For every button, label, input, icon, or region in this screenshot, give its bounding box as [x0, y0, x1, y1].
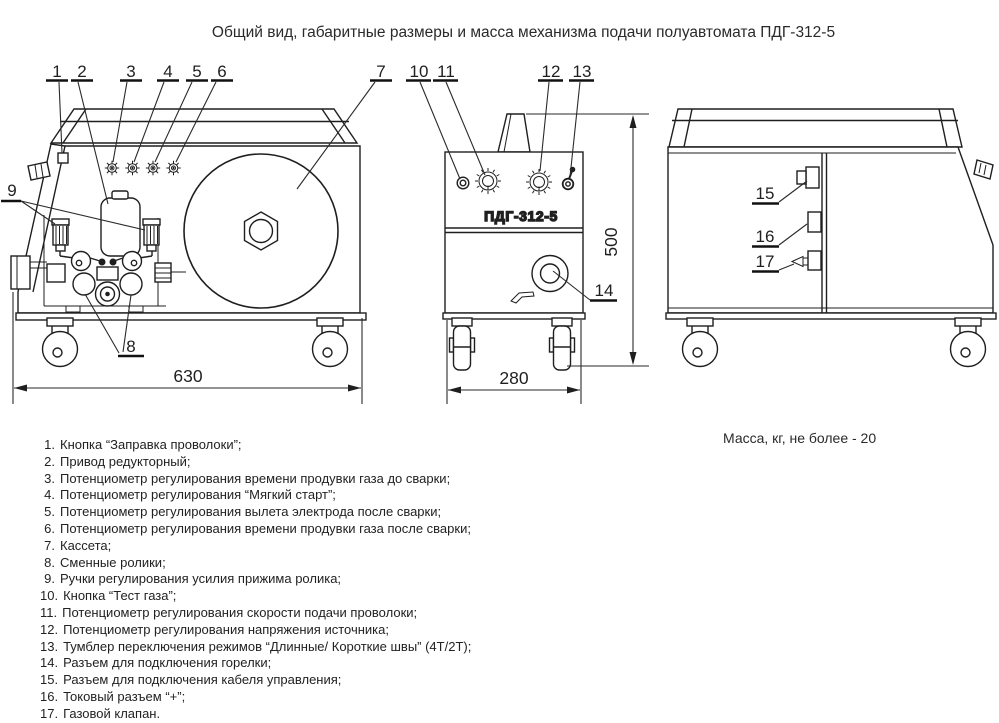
legend-item-number: 17. [40, 705, 59, 721]
pot-gas-before-icon [105, 161, 119, 175]
legend-item-number: 14. [40, 655, 59, 671]
dim-500-label: 500 [601, 227, 621, 257]
side-view-body [668, 147, 993, 313]
caster-wheel [951, 318, 986, 367]
pot-gas-after-icon [166, 161, 180, 175]
legend-item-number: 11. [40, 604, 58, 620]
callout-1: 1 [52, 62, 62, 81]
left-view [11, 109, 366, 367]
callout-3: 3 [126, 62, 136, 81]
side-view [666, 109, 996, 367]
legend-item-text: Разъем для подключения горелки; [63, 655, 272, 671]
side-view-base [666, 313, 996, 319]
side-view-handle [669, 109, 962, 147]
callout-8: 8 [126, 337, 136, 356]
callout-16: 16 [755, 227, 775, 246]
panel-model-label: ПДГ-312-5 [484, 208, 558, 224]
legend-item-number: 9. [44, 571, 55, 587]
gas-test-button [457, 177, 469, 189]
callout-15: 15 [755, 184, 775, 203]
legend-item-number: 1. [44, 437, 55, 452]
legend-item-number: 15. [40, 672, 59, 688]
legend-list [40, 437, 471, 723]
legend-item-number: 10. [40, 588, 59, 604]
caster-wheel [550, 318, 575, 370]
dim-280-label: 280 [499, 368, 529, 388]
legend-item-text: Потенциометр регулирования времени продувки газа после сварки; [60, 520, 471, 536]
page-title: Общий вид, габаритные размеры и масса механизма подачи полуавтомата ПДГ-312-5 [211, 24, 836, 41]
legend-item-text: Кнопка “Заправка проволоки”; [60, 437, 242, 452]
legend-item-11 [40, 605, 471, 622]
legend-item-1 [40, 437, 471, 454]
legend-item-15 [40, 672, 471, 689]
dim-630-label: 630 [173, 366, 203, 386]
legend-item-14 [40, 655, 471, 672]
legend-item-12 [40, 622, 471, 639]
legend-item-text: Сменные ролики; [60, 554, 166, 570]
caster-wheel [43, 318, 78, 367]
caster-wheel [313, 318, 348, 367]
callout-7: 7 [376, 62, 386, 81]
legend-item-text: Потенциометр регулирования времени продувки газа до сварки; [60, 470, 451, 486]
legend-item-16 [40, 689, 471, 706]
legend-item-number: 7. [44, 537, 55, 553]
legend-item-3 [40, 471, 471, 488]
callout-6: 6 [217, 62, 227, 81]
feed-roller-left [73, 273, 95, 295]
left-view-handle [51, 109, 357, 143]
legend-item-text: Потенциометр регулирования напряжения источника; [63, 621, 389, 637]
mass-note: Масса, кг, не более - 20 [723, 430, 877, 446]
legend-item-number: 3. [44, 470, 55, 486]
callout-13: 13 [572, 62, 592, 81]
caster-wheel [450, 318, 475, 370]
legend-item-10 [40, 588, 471, 605]
legend-item-13 [40, 639, 471, 656]
legend-item-number: 12. [40, 621, 59, 637]
legend-item-text: Привод редукторный; [60, 453, 191, 469]
legend-item-text: Потенциометр регулирования вылета электрода после сварки; [60, 504, 442, 520]
legend-item-number: 16. [40, 688, 59, 704]
wire-feed-button [58, 153, 68, 163]
wire-inlet-fitting [974, 160, 993, 179]
legend-item-text: Потенциометр регулирования “Мягкий старт”; [60, 487, 336, 503]
legend-item-text: Газовой клапан. [63, 705, 161, 721]
legend-item-number: 6. [44, 520, 55, 536]
legend-item-number: 4. [44, 487, 55, 503]
wire-inlet-connector [11, 256, 30, 289]
callout-12: 12 [541, 62, 561, 81]
legend-item-number: 5. [44, 504, 55, 520]
callout-5: 5 [192, 62, 202, 81]
legend-item-text: Токовый разъем “+”; [63, 688, 186, 704]
callout-9: 9 [7, 181, 17, 200]
callout-14: 14 [594, 281, 614, 300]
legend-item-number: 13. [40, 638, 59, 654]
legend-item-text: Ручки регулирования усилия прижима ролика; [60, 571, 342, 587]
legend-item-number: 8. [44, 554, 55, 570]
legend-item-text: Кнопка “Тест газа”; [63, 588, 177, 604]
front-view-handle [498, 114, 530, 152]
legend-item-17 [40, 706, 471, 723]
front-view [443, 114, 585, 370]
cassette [184, 154, 338, 308]
legend-item-text: Разъем для подключения кабеля управления; [63, 672, 342, 688]
callout-11: 11 [437, 62, 455, 81]
callout-10: 10 [409, 62, 429, 81]
pot-burnback-icon [146, 161, 160, 175]
legend-item-9 [40, 571, 471, 588]
torch-connector [532, 256, 568, 292]
legend-item-text: Тумблер переключения режимов “Длинные/ Короткие швы” (4Т/2Т); [63, 638, 472, 654]
legend-item-2 [40, 454, 471, 471]
legend-item-8 [40, 555, 471, 572]
legend-item-5 [40, 504, 471, 521]
legend-item-7 [40, 538, 471, 555]
callout-4: 4 [163, 62, 173, 81]
legend-item-text: Кассета; [60, 537, 112, 553]
legend-item-number: 2. [44, 453, 55, 469]
legend-item-6 [40, 521, 471, 538]
current-connector [808, 212, 821, 232]
feed-roller-right [120, 273, 142, 295]
callout-2: 2 [77, 62, 87, 81]
legend-item-4 [40, 487, 471, 504]
pot-soft-start-icon [125, 161, 139, 175]
legend-item-text: Потенциометр регулирования скорости подачи проволоки; [62, 604, 418, 620]
caster-wheel [683, 318, 718, 367]
callout-17: 17 [755, 252, 775, 271]
